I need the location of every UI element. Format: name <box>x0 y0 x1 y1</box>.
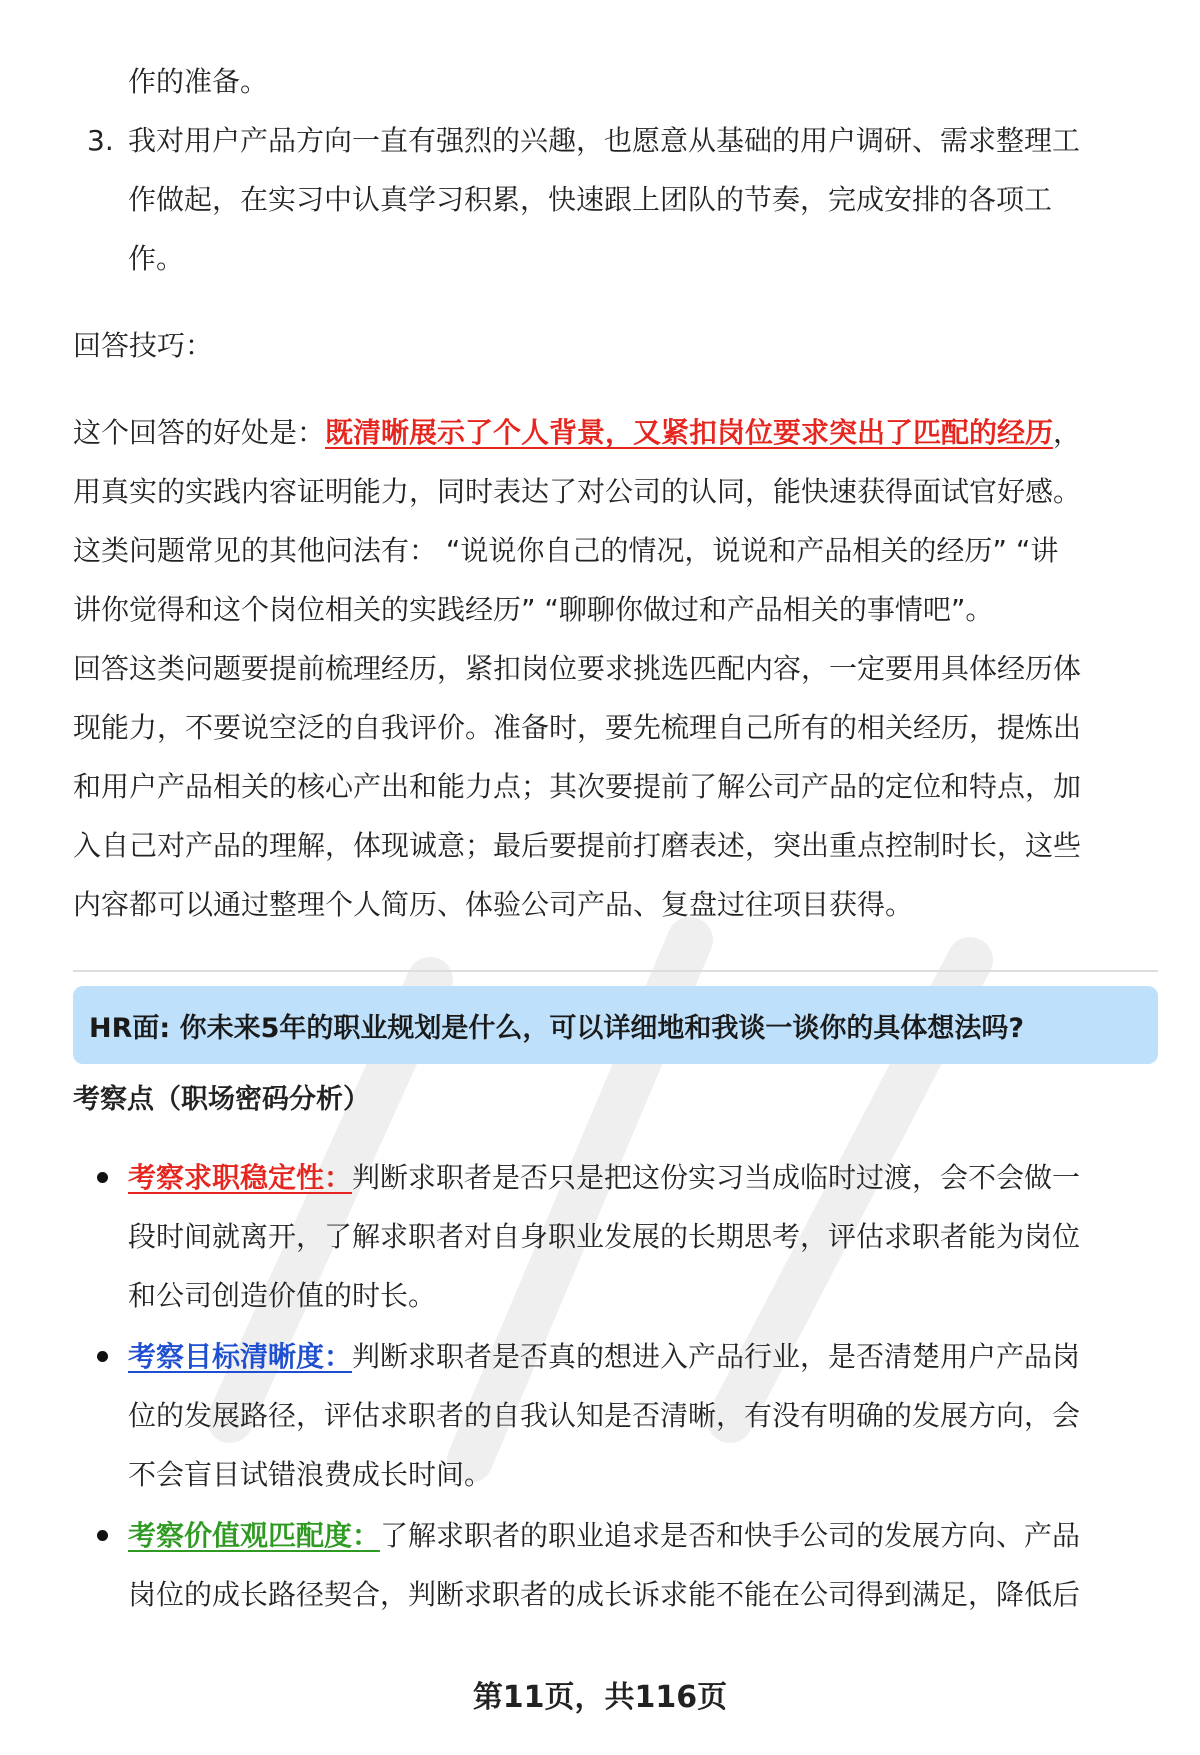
section-divider <box>73 970 1158 972</box>
tips-paragraph-1 <box>73 403 1158 639</box>
question-text: HR面: 你未来5年的职业规划是什么，可以详细地和我谈一谈你的具体想法吗? <box>89 1012 1025 1044</box>
list-item <box>73 1327 1158 1504</box>
document-page <box>73 52 1158 1626</box>
question-box <box>73 986 1158 1064</box>
bullet-icon <box>97 1172 108 1183</box>
item-text: 了解求职者的职业追求是否和快手公司的发展方向、产品 <box>380 1519 1081 1552</box>
keyword-goal-clarity: 考察目标清晰度： <box>128 1340 353 1373</box>
item-line: 作。 <box>128 242 185 275</box>
item-line: 我对用户产品方向一直有强烈的兴趣，也愿意从基础的用户调研、需求整理工 <box>128 124 1081 157</box>
highlight-text: 既清晰展示了个人背景，又紧扣岗位要求突出了匹配的经历 <box>325 416 1054 449</box>
keyword-stability: 考察求职稳定性： <box>128 1161 353 1194</box>
prefix-text: 这个回答的好处是： <box>73 416 326 449</box>
bullet-icon <box>97 1351 108 1362</box>
paragraph-line: 入自己对产品的理解，体现诚意；最后要提前打磨表述，突出重点控制时长，这些 <box>73 829 1082 862</box>
numbered-item-3 <box>73 111 1158 288</box>
keyword-values-match: 考察价值观匹配度： <box>128 1519 381 1552</box>
paragraph-line: 这类问题常见的其他问法有： “说说你自己的情况，说说和产品相关的经历” “讲 <box>73 534 1059 567</box>
suffix-text: ， <box>1053 416 1082 449</box>
list-item <box>73 1148 1158 1325</box>
paragraph-line: 和用户产品相关的核心产出和能力点；其次要提前了解公司产品的定位和特点，加 <box>73 770 1082 803</box>
item-first-line <box>128 1506 1158 1565</box>
bullet-icon <box>97 1530 108 1541</box>
paragraph-line: 用真实的实践内容证明能力，同时表达了对公司的认同，能快速获得面试官好感。 <box>73 475 1082 508</box>
item-line: 位的发展路径，评估求职者的自我认知是否清晰，有没有明确的发展方向，会 <box>128 1399 1081 1432</box>
paragraph-line: 讲你觉得和这个岗位相关的实践经历” “聊聊你做过和产品相关的事情吧”。 <box>73 593 994 626</box>
item-line: 段时间就离开，了解求职者对自身职业发展的长期思考，评估求职者能为岗位 <box>128 1220 1081 1253</box>
analysis-title: 考察点（职场密码分析） <box>73 1084 370 1115</box>
item-line: 岗位的成长路径契合，判断求职者的成长诉求能不能在公司得到满足，降低后 <box>128 1578 1081 1611</box>
item-number: 3. <box>87 124 114 157</box>
item-text: 判断求职者是否只是把这份实习当成临时过渡，会不会做一 <box>352 1161 1081 1194</box>
item-first-line <box>128 1327 1158 1386</box>
paragraph-line: 现能力，不要说空泛的自我评价。准备时，要先梳理自己所有的相关经历，提炼出 <box>73 711 1082 744</box>
tips-label: 回答技巧： <box>73 329 214 362</box>
page-number: 第11页，共116页 <box>472 1680 728 1715</box>
item-first-line <box>128 1148 1158 1207</box>
item-text: 判断求职者是否真的想进入产品行业，是否清楚用户产品岗 <box>352 1340 1081 1373</box>
item-line: 作做起，在实习中认真学习积累，快速跟上团队的节奏，完成安排的各项工 <box>128 183 1053 216</box>
item-line: 和公司创造价值的时长。 <box>128 1279 437 1312</box>
continued-text: 作的准备。 <box>128 65 269 98</box>
paragraph-line: 内容都可以通过整理个人简历、体验公司产品、复盘过往项目获得。 <box>73 888 914 921</box>
item-line: 不会盲目试错浪费成长时间。 <box>128 1458 493 1491</box>
paragraph-line: 回答这类问题要提前梳理经历，紧扣岗位要求挑选匹配内容，一定要用具体经历体 <box>73 652 1082 685</box>
tips-paragraph-2 <box>73 639 1158 934</box>
list-item <box>73 1506 1158 1624</box>
paragraph-line <box>73 403 1158 462</box>
analysis-list <box>73 1148 1158 1624</box>
